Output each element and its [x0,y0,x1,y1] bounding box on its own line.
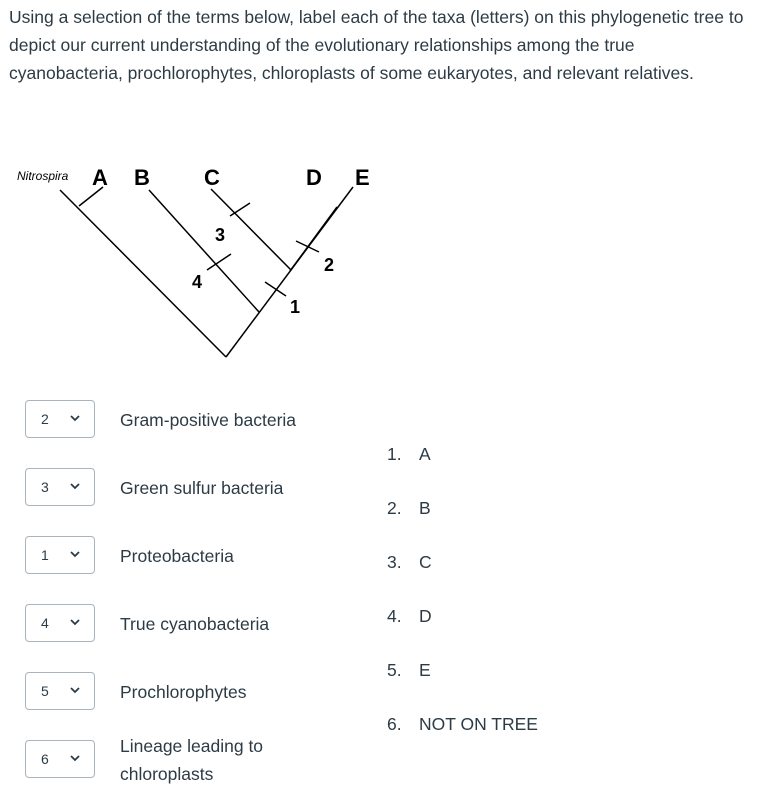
answer-label: NOT ON TREE [419,714,538,734]
answer-number: 3. [387,552,402,572]
match-select-value: 4 [41,615,49,631]
match-select-3[interactable] [25,536,95,574]
answer-label: B [419,498,431,518]
taxon-d: D [306,165,322,190]
answer-option [387,548,432,576]
match-term-5: Prochlorophytes [120,682,247,702]
chevron-down-icon [70,755,80,762]
match-select-2[interactable] [25,468,95,506]
hash-mark-1 [265,282,286,296]
marker-4: 4 [192,272,203,292]
chevron-down-icon [70,687,80,694]
match-term-4: True cyanobacteria [120,614,270,634]
branch-a [79,187,103,206]
answer-option [387,440,431,468]
chevron-down-icon [70,619,80,626]
answer-label: D [419,606,432,626]
answer-option [387,656,431,684]
hash-mark-3 [230,203,250,216]
answer-number: 4. [387,606,402,626]
answer-label: C [419,552,432,572]
hash-mark-2 [296,241,319,252]
match-term-1: Gram-positive bacteria [120,410,297,430]
answer-option [387,710,538,738]
match-select-4[interactable] [25,604,95,642]
marker-1: 1 [290,297,301,317]
answer-number: 5. [387,660,402,680]
taxon-b: B [134,165,150,190]
answer-number: 1. [387,444,402,464]
taxon-e: E [355,165,370,190]
match-select-1[interactable] [25,400,95,438]
marker-2: 2 [324,255,335,275]
match-term-6: Lineage leading to chloroplasts [120,736,264,784]
answer-number: 2. [387,498,402,518]
answer-number: 6. [387,714,402,734]
match-select-value: 1 [41,547,49,563]
answer-label: E [419,660,431,680]
taxon-nitrospira: Nitrospira [17,169,69,183]
match-select-value: 2 [41,411,49,427]
answer-option [387,602,432,630]
match-select-value: 5 [41,683,49,699]
match-term-3: Proteobacteria [120,546,234,566]
phylogenetic-tree [0,150,400,365]
question-text: Using a selection of the terms below, label each of the taxa (letters) on this phylogenetic tree to depict our current understanding of the evolutionary relationships among the true cyanobacteria, prochlorophytes, chloroplasts of some eukaryotes, and relevant relatives. [9,7,744,83]
match-select-5[interactable] [25,672,95,710]
taxon-c: C [204,165,220,190]
taxon-a: A [92,165,108,190]
answer-label: A [419,444,431,464]
match-select-6[interactable] [25,740,95,778]
chevron-down-icon [70,415,80,422]
chevron-down-icon [70,483,80,490]
match-select-value: 3 [41,479,49,495]
chevron-down-icon [70,551,80,558]
match-term-2: Green sulfur bacteria [120,478,284,498]
answer-option [387,494,431,522]
match-select-value: 6 [41,751,49,767]
marker-3: 3 [215,225,226,245]
